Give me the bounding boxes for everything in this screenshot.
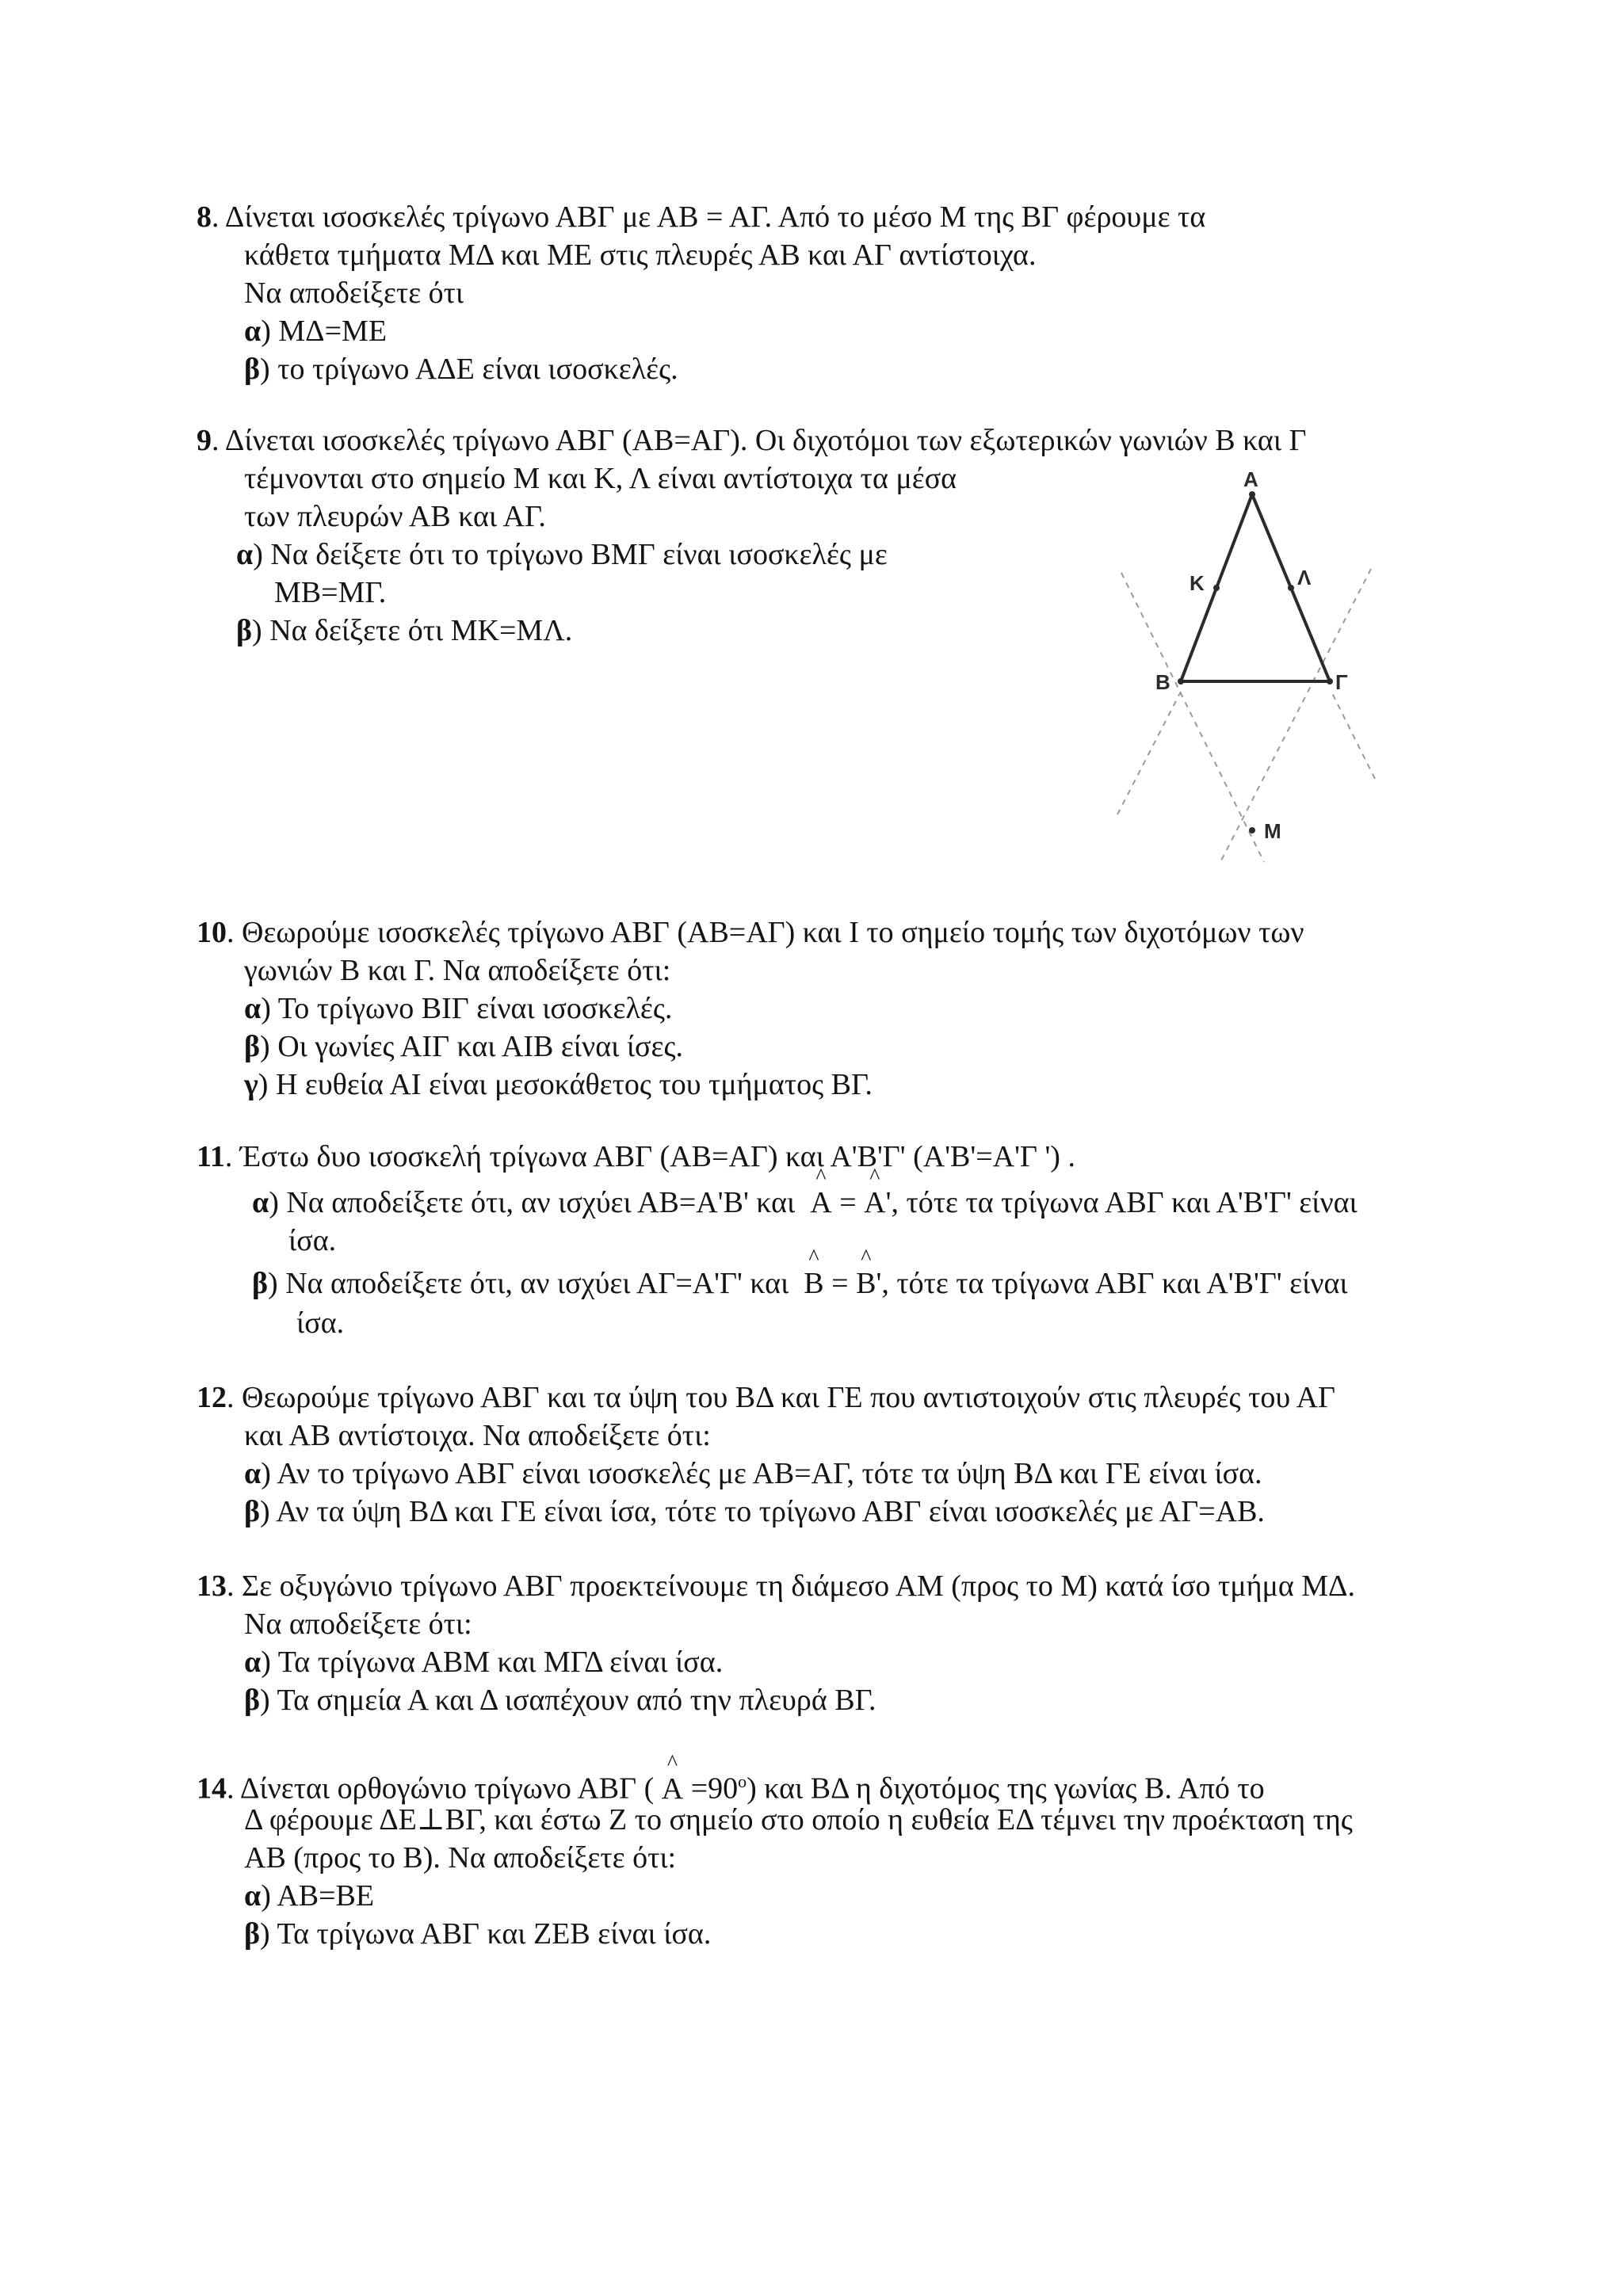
exercise-13-line-2: Να αποδείξετε ότι: <box>244 1608 472 1641</box>
exercise-text-end: ) και ΒΔ η διχοτόμος της γωνίας Β. Από το <box>747 1772 1265 1806</box>
exercise-8-part-b: β) το τρίγωνο ΑΔΕ είναι ισοσκελές. <box>244 353 678 386</box>
exercise-9-line-1: 9. Δίνεται ισοσκελές τρίγωνο ΑΒΓ (ΑΒ=ΑΓ). Οι διχοτόμοι των εξωτερικών γωνιών Β και Γ <box>197 424 1307 457</box>
exercise-text: Σε οξυγώνιο τρίγωνο ΑΒΓ προεκτείνουμε τη διάμεσο ΑΜ (προς το Μ) κατά ίσο τμήμα ΜΔ. <box>242 1569 1355 1603</box>
midpoint-l-point <box>1288 585 1294 591</box>
part-text: Να αποδείξετε ότι, αν ισχύει ΑΓ=Α'Γ' και <box>285 1267 789 1300</box>
exercise-12-part-b: β) Αν τα ύψη ΒΔ και ΓΕ είναι ίσα, τότε το τρίγωνο ΑΒΓ είναι ισοσκελές με ΑΓ=ΑΒ. <box>244 1495 1265 1528</box>
exercise-9-part-a: α) Να δείξετε ότι το τρίγωνο ΒΜΓ είναι ισοσκελές με <box>236 538 888 571</box>
part-label: γ <box>244 1068 258 1101</box>
exercise-number: 10 <box>197 916 227 949</box>
part-text: το τρίγωνο ΑΔΕ είναι ισοσκελές. <box>277 353 678 386</box>
part-label: α <box>244 1646 262 1679</box>
exercise-number: 9 <box>197 424 212 457</box>
exercise-number: 11 <box>197 1140 225 1173</box>
exercise-8-part-a: α) ΜΔ=ΜΕ <box>244 315 388 348</box>
degree-sup: o <box>738 1772 747 1791</box>
exercise-text: Δίνεται ορθογώνιο τρίγωνο ΑΒΓ ( <box>239 1772 655 1806</box>
exercise-9-line-3: των πλευρών ΑΒ και ΑΓ. <box>244 500 546 533</box>
part-text: Το τρίγωνο ΒΙΓ είναι ισοσκελές. <box>277 992 673 1025</box>
exercise-11-line-1: 11. Έστω δυο ισοσκελή τρίγωνα ΑΒΓ (ΑΒ=ΑΓ) και Α'Β'Γ' (Α'Β'=Α'Γ ') . <box>197 1140 1075 1173</box>
exercise-10-part-b: β) Οι γωνίες ΑΙΓ και ΑΙΒ είναι ίσες. <box>244 1030 684 1063</box>
equals-sign: = <box>839 1186 857 1219</box>
exercise-14-line-3: ΑΒ (προς το Β). Να αποδείξετε ότι: <box>244 1841 677 1875</box>
exterior-bisector-g-line <box>1220 569 1371 862</box>
exercise-9-part-b: β) Να δείξετε ότι ΜΚ=ΜΛ. <box>236 614 573 647</box>
exercise-number: 14 <box>197 1772 227 1806</box>
exercise-9-part-a-cont: ΜΒ=ΜΓ. <box>274 576 387 609</box>
part-text: Τα τρίγωνα ΑΒΜ και ΜΓΔ είναι ίσα. <box>277 1646 724 1679</box>
exercise-10-part-c: γ) Η ευθεία ΑΙ είναι μεσοκάθετος του τμήματος ΒΓ. <box>244 1068 873 1101</box>
part-label: β <box>244 1917 261 1951</box>
midpoint-k-point <box>1213 585 1220 591</box>
label-k: Κ <box>1190 571 1205 595</box>
point-m-point <box>1249 827 1255 833</box>
exercise-number: 12 <box>197 1381 227 1414</box>
part-label: β <box>244 1684 261 1717</box>
part-label: β <box>244 1030 261 1063</box>
label-a: Α <box>1243 467 1258 491</box>
angle-value: =90 <box>690 1772 739 1806</box>
part-text-end: , τότε τα τρίγωνα ΑΒΓ και Α'Β'Γ' είναι <box>891 1186 1358 1219</box>
exercise-9-line-2: τέμνονται στο σημείο Μ και Κ, Λ είναι αντίστοιχα τα μέσα <box>244 462 957 495</box>
angle-b-hat: ^ Β <box>804 1264 823 1302</box>
part-text: ΜΔ=ΜΕ <box>278 315 388 348</box>
vertex-a-point <box>1249 491 1255 498</box>
part-label: β <box>244 1495 261 1528</box>
vertex-g-point <box>1327 678 1333 685</box>
exercise-12-part-a: α) Αν το τρίγωνο ΑΒΓ είναι ισοσκελές με ΑΒ=ΑΓ, τότε τα ύψη ΒΔ και ΓΕ είναι ίσα. <box>244 1457 1262 1490</box>
label-g: Γ <box>1335 670 1348 694</box>
part-label: β <box>236 614 253 647</box>
label-b: Β <box>1155 670 1170 694</box>
triangle-figure <box>1106 466 1399 870</box>
part-label: β <box>244 353 261 386</box>
angle-a-hat: ^ Α <box>810 1184 831 1222</box>
exercise-text: Θεωρούμε ισοσκελές τρίγωνο ΑΒΓ (ΑΒ=ΑΓ) και Ι το σημείο τομής των διχοτόμων των <box>242 916 1304 949</box>
vertex-b-point <box>1178 678 1184 685</box>
part-text: Τα σημεία Α και Δ ισαπέχουν από την πλευρά ΒΓ. <box>277 1684 876 1717</box>
exercise-12-line-2: και ΑΒ αντίστοιχα. Να αποδείξετε ότι: <box>244 1419 711 1452</box>
part-text: Να αποδείξετε ότι, αν ισχύει ΑΒ=Α'Β' και <box>286 1186 796 1219</box>
part-text: Η ευθεία ΑΙ είναι μεσοκάθετος του τμήματος ΒΓ. <box>275 1068 873 1101</box>
exercise-8-line-3: Να αποδείξετε ότι <box>244 277 464 310</box>
exterior-bisector-b-ext-line <box>1117 692 1181 814</box>
exterior-bisector-g-ext-line <box>1331 692 1375 779</box>
part-text: Να δείξετε ότι ΜΚ=ΜΛ. <box>269 614 573 647</box>
exercise-text: Δίνεται ισοσκελές τρίγωνο ΑΒΓ (ΑΒ=ΑΓ). Οι διχοτόμοι των εξωτερικών γωνιών Β και Γ <box>224 424 1307 457</box>
part-label: α <box>252 1186 269 1219</box>
exercise-8-line-1: 8. Δίνεται ισοσκελές τρίγωνο ΑΒΓ με ΑΒ = ΑΓ. Από το μέσο Μ της ΒΓ φέρουμε τα <box>197 200 1206 234</box>
part-label: α <box>236 538 254 571</box>
part-text: Τα τρίγωνα ΑΒΓ και ΖΕΒ είναι ίσα. <box>277 1917 712 1951</box>
exercise-12-line-1: 12. Θεωρούμε τρίγωνο ΑΒΓ και τα ύψη του ΒΔ και ΓΕ που αντιστοιχούν στις πλευρές του ΑΓ <box>197 1381 1335 1414</box>
part-text: Να δείξετε ότι το τρίγωνο ΒΜΓ είναι ισοσκελές με <box>270 538 888 571</box>
part-text: Οι γωνίες ΑΙΓ και ΑΙΒ είναι ίσες. <box>277 1030 684 1063</box>
exercise-14-line-1: 14. Δίνεται ορθογώνιο τρίγωνο ΑΒΓ ( ^ $A =90^o$) και ΒΔ η διχοτόμος της γωνίας Β. Από το <box>197 1763 1265 1808</box>
part-label: α <box>244 992 262 1025</box>
exercise-number: 8 <box>197 200 212 234</box>
part-label: α <box>244 315 262 348</box>
part-text: Αν το τρίγωνο ΑΒΓ είναι ισοσκελές με ΑΒ=ΑΓ, τότε τα ύψη ΒΔ και ΓΕ είναι ίσα. <box>277 1457 1262 1490</box>
exercise-13-line-1: 13. Σε οξυγώνιο τρίγωνο ΑΒΓ προεκτείνουμε τη διάμεσο ΑΜ (προς το Μ) κατά ίσο τμήμα ΜΔ. <box>197 1569 1355 1603</box>
exercise-text: Δίνεται ισοσκελές τρίγωνο ΑΒΓ με ΑΒ = ΑΓ. Από το μέσο Μ της ΒΓ φέρουμε τα <box>224 200 1206 234</box>
exercise-14-part-a: α) ΑΒ=ΒΕ <box>244 1879 375 1913</box>
exercise-13-part-b: β) Τα σημεία Α και Δ ισαπέχουν από την πλευρά ΒΓ. <box>244 1684 876 1717</box>
label-l: Λ <box>1297 566 1312 589</box>
angle-a-prime-hat: ^ Α <box>864 1184 885 1222</box>
exercise-11-part-b-cont: ίσα. <box>296 1306 345 1340</box>
exercise-number: 13 <box>197 1569 227 1603</box>
part-label: α <box>244 1879 262 1913</box>
exercise-14-line-2: Δ φέρουμε ΔΕ⊥ΒΓ, και έστω Ζ το σημείο στο οποίο η ευθεία ΕΔ τέμνει την προέκταση της <box>244 1803 1353 1836</box>
part-text-end: , τότε τα τρίγωνα ΑΒΓ και Α'Β'Γ' είναι <box>881 1267 1348 1300</box>
exercise-text: Έστω δυο ισοσκελή τρίγωνα ΑΒΓ (ΑΒ=ΑΓ) και Α'Β'Γ' (Α'Β'=Α'Γ ') . <box>239 1140 1075 1173</box>
exercise-10-line-2: γωνιών Β και Γ. Να αποδείξετε ότι: <box>244 954 671 987</box>
label-m: Μ <box>1264 819 1281 843</box>
prime-mark: ' <box>876 1267 882 1300</box>
exercise-13-part-a: α) Τα τρίγωνα ΑΒΜ και ΜΓΔ είναι ίσα. <box>244 1646 724 1679</box>
exercise-14-part-b: β) Τα τρίγωνα ΑΒΓ και ΖΕΒ είναι ίσα. <box>244 1917 712 1951</box>
angle-a-hat: ^ Α <box>662 1770 683 1808</box>
angle-b-prime-hat: ^ Β <box>856 1264 876 1302</box>
part-text: Αν τα ύψη ΒΔ και ΓΕ είναι ίσα, τότε το τρίγωνο ΑΒΓ είναι ισοσκελές με ΑΓ=ΑΒ. <box>276 1495 1265 1528</box>
exercise-11-part-a: α) Να αποδείξετε ότι, αν ισχύει ΑΒ=Α'Β' και ^ Α = ^ Α', τότε τα τρίγωνα ΑΒΓ και Α'Β'Γ' είναι <box>252 1184 1358 1222</box>
exercise-10-part-a: α) Το τρίγωνο ΒΙΓ είναι ισοσκελές. <box>244 992 673 1025</box>
exercise-10-line-1: 10. Θεωρούμε ισοσκελές τρίγωνο ΑΒΓ (ΑΒ=ΑΓ) και Ι το σημείο τομής των διχοτόμων των <box>197 916 1304 949</box>
prime-mark: ' <box>885 1186 892 1219</box>
part-label: β <box>252 1267 269 1300</box>
exercise-text: Θεωρούμε τρίγωνο ΑΒΓ και τα ύψη του ΒΔ και ΓΕ που αντιστοιχούν στις πλευρές του ΑΓ <box>242 1381 1335 1414</box>
equals-sign: = <box>831 1267 849 1300</box>
exercise-8-line-2: κάθετα τμήματα ΜΔ και ΜΕ στις πλευρές ΑΒ και ΑΓ αντίστοιχα. <box>244 238 1037 272</box>
exercise-11-part-b: β) Να αποδείξετε ότι, αν ισχύει ΑΓ=Α'Γ' και ^ Β = ^ Β', τότε τα τρίγωνα ΑΒΓ και Α'Β'Γ' είναι <box>252 1264 1348 1302</box>
part-text: ΑΒ=ΒΕ <box>277 1879 375 1913</box>
exercise-11-part-a-cont: ίσα. <box>288 1224 337 1257</box>
part-label: α <box>244 1457 262 1490</box>
